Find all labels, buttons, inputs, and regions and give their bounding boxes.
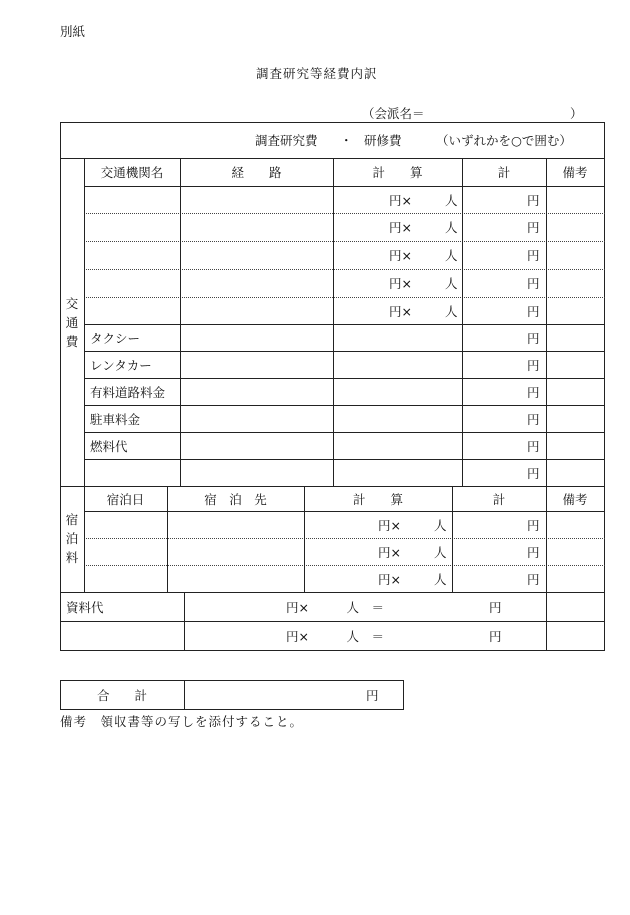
- transport-row-total[interactable]: 円: [527, 384, 540, 400]
- transport-row-remarks[interactable]: [547, 405, 603, 432]
- transport-row-calc-person[interactable]: 人: [445, 220, 458, 235]
- transport-row-route[interactable]: [182, 351, 332, 378]
- grand-total-value[interactable]: 円: [366, 687, 379, 703]
- col-header-lodging-date: 宿泊日: [106, 491, 145, 507]
- transport-row-calc-yen[interactable]: 円×: [389, 303, 412, 319]
- transport-row-agency[interactable]: [90, 241, 178, 269]
- transport-row-remarks[interactable]: [547, 297, 603, 324]
- transport-row-remarks[interactable]: [547, 459, 603, 486]
- transport-row-total[interactable]: 円: [527, 465, 540, 481]
- transport-row-total[interactable]: 円: [527, 330, 540, 346]
- col-header-transport-agency: 交通機関名: [100, 165, 164, 180]
- col-header-lodging-total: 計: [492, 491, 506, 507]
- grand-total-label: 合 計: [96, 687, 147, 703]
- transport-row-agency[interactable]: [90, 186, 178, 213]
- col-header-lodging-remarks: 備考: [562, 491, 588, 507]
- col-header-remarks: 備考: [562, 165, 588, 180]
- transport-row-total[interactable]: 円: [527, 192, 540, 208]
- lodging-row-total[interactable]: 円: [527, 544, 540, 560]
- transport-row-agency[interactable]: 駐車料金: [90, 411, 141, 427]
- transport-row-agency[interactable]: 燃料代: [90, 438, 128, 454]
- materials-total-2[interactable]: 円: [489, 628, 502, 644]
- transport-row-route[interactable]: [182, 213, 332, 241]
- transport-section-label: 交 通 費: [65, 296, 79, 349]
- attachment-label: 別紙: [60, 24, 86, 39]
- transport-row-calc-person[interactable]: 人: [445, 248, 458, 263]
- transport-row-calc-yen[interactable]: 円×: [389, 248, 412, 263]
- party-name-label: （会派名＝: [362, 106, 425, 121]
- lodging-row-total[interactable]: 円: [527, 571, 540, 587]
- transport-row-route[interactable]: [182, 459, 332, 486]
- lodging-row-calc-person[interactable]: 人: [434, 517, 447, 533]
- transport-row-total[interactable]: 円: [527, 303, 540, 319]
- lodging-row-calc-person[interactable]: 人: [434, 544, 447, 560]
- transport-row-total[interactable]: 円: [527, 220, 540, 235]
- transport-row-agency[interactable]: [90, 297, 178, 324]
- lodging-row-calc-yen[interactable]: 円×: [378, 571, 401, 587]
- transport-row-remarks[interactable]: [547, 432, 603, 459]
- transport-row-route[interactable]: [182, 405, 332, 432]
- transport-row-route[interactable]: [182, 269, 332, 297]
- transport-row-calc-person[interactable]: 人: [445, 276, 458, 291]
- transport-row-total[interactable]: 円: [527, 248, 540, 263]
- transport-row-remarks[interactable]: [547, 241, 603, 269]
- transport-row-remarks[interactable]: [547, 269, 603, 297]
- lodging-row-total[interactable]: 円: [527, 517, 540, 533]
- col-header-lodging-place: 宿 泊 先: [204, 491, 267, 507]
- transport-row-remarks[interactable]: [547, 186, 603, 213]
- col-header-total: 計: [497, 165, 511, 180]
- materials-calc[interactable]: 円× 人 ＝: [286, 599, 384, 615]
- materials-label: 資料代: [66, 599, 104, 615]
- party-name-close: ）: [570, 106, 583, 121]
- transport-row-route[interactable]: [182, 324, 332, 351]
- transport-row-agency[interactable]: タクシー: [90, 330, 141, 346]
- option-separator: ・: [340, 133, 353, 148]
- transport-row-total[interactable]: 円: [527, 276, 540, 291]
- transport-row-calc-person[interactable]: 人: [445, 303, 458, 319]
- transport-row-remarks[interactable]: [547, 351, 603, 378]
- training-expense-option[interactable]: 研修費: [364, 133, 402, 148]
- col-header-route: 経 路: [231, 165, 282, 180]
- materials-total[interactable]: 円: [489, 599, 502, 615]
- research-expense-option[interactable]: 調査研究費: [255, 133, 318, 148]
- transport-row-calc-yen[interactable]: 円×: [389, 220, 412, 235]
- lodging-row-calc-person[interactable]: 人: [434, 571, 447, 587]
- transport-row-route[interactable]: [182, 186, 332, 213]
- transport-row-route[interactable]: [182, 241, 332, 269]
- transport-row-agency[interactable]: [90, 459, 178, 486]
- transport-row-total[interactable]: 円: [527, 438, 540, 454]
- transport-row-remarks[interactable]: [547, 213, 603, 241]
- transport-row-agency[interactable]: 有料道路料金: [90, 384, 166, 400]
- transport-row-agency[interactable]: [90, 269, 178, 297]
- lodging-row-calc-yen[interactable]: 円×: [378, 544, 401, 560]
- transport-row-calc-yen[interactable]: 円×: [389, 192, 412, 208]
- footnote: 備考 領収書等の写しを添付すること。: [60, 714, 304, 729]
- col-header-calculation: 計 算: [372, 165, 423, 180]
- transport-row-route[interactable]: [182, 432, 332, 459]
- lodging-section-label: 宿 泊 料: [65, 512, 79, 565]
- col-header-lodging-calculation: 計 算: [352, 491, 403, 507]
- transport-row-remarks[interactable]: [547, 324, 603, 351]
- circle-instruction-note: （いずれかを○で囲む）: [436, 133, 572, 148]
- document-title: 調査研究等経費内訳: [256, 66, 378, 81]
- transport-row-agency[interactable]: [90, 213, 178, 241]
- transport-row-remarks[interactable]: [547, 378, 603, 405]
- transport-row-total[interactable]: 円: [527, 357, 540, 373]
- transport-row-route[interactable]: [182, 378, 332, 405]
- transport-row-agency[interactable]: レンタカー: [90, 357, 152, 373]
- lodging-row-calc-yen[interactable]: 円×: [378, 517, 401, 533]
- materials-calc-2[interactable]: 円× 人 ＝: [286, 628, 384, 644]
- transport-row-total[interactable]: 円: [527, 411, 540, 427]
- transport-row-route[interactable]: [182, 297, 332, 324]
- transport-row-calc-yen[interactable]: 円×: [389, 276, 412, 291]
- transport-row-calc-person[interactable]: 人: [445, 192, 458, 208]
